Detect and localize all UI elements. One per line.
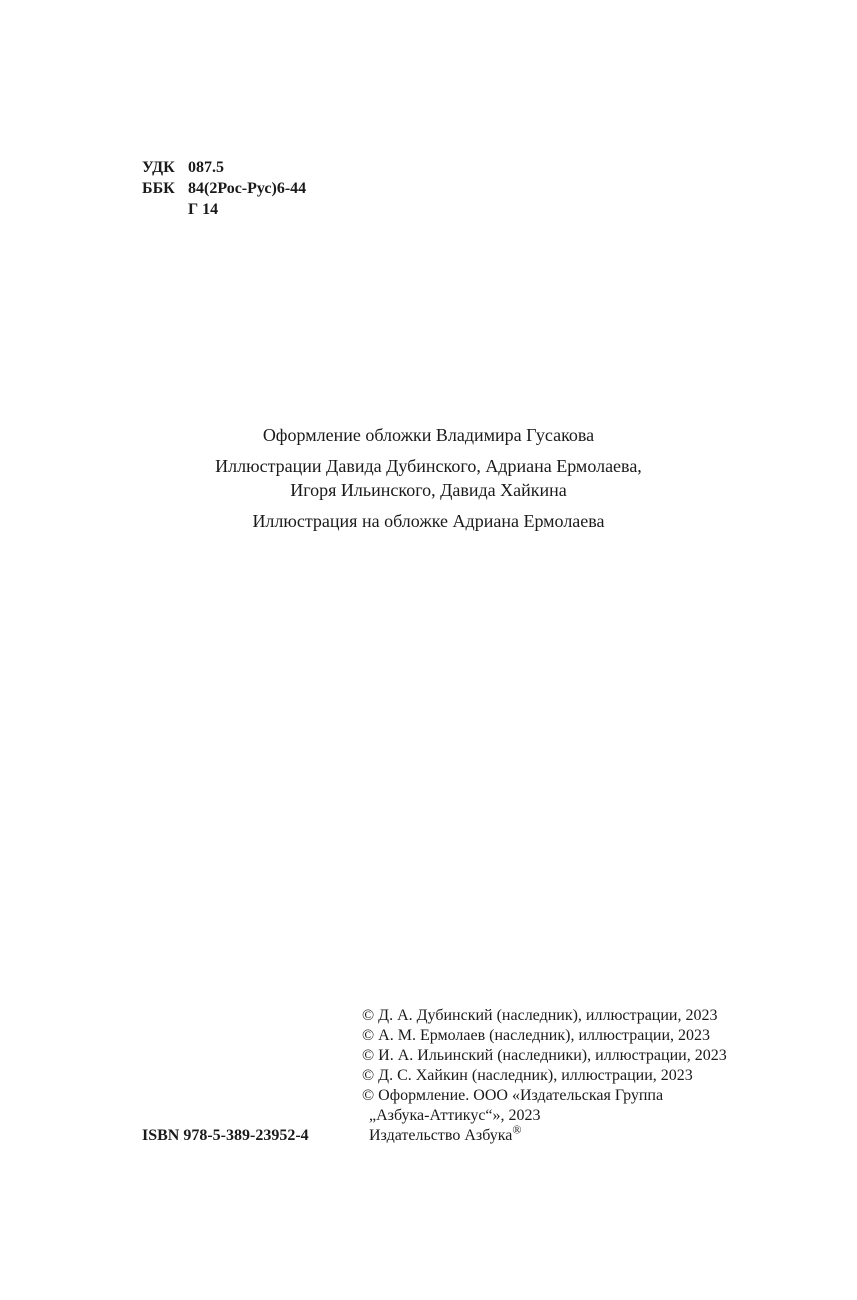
copyright-line: © Д. А. Дубинский (наследник), иллюстрации, 2023 <box>362 1007 718 1024</box>
copyright-line: © Д. С. Хайкин (наследник), иллюстрации, 2023 <box>362 1067 693 1084</box>
copyright-line: © И. А. Ильинский (наследники), иллюстрации, 2023 <box>362 1047 727 1064</box>
publisher-line <box>362 1122 727 1146</box>
cover-design-text: Оформление обложки Владимира Гусакова <box>262 425 595 445</box>
publisher-name: Издательство Азбука <box>369 1127 513 1144</box>
classification-block <box>142 157 306 220</box>
illustrations-line-2: Игоря Ильинского, Давида Хайкина <box>290 480 567 500</box>
copyrights-block <box>362 1006 727 1146</box>
cover-design-credit <box>0 423 857 447</box>
copyright-line: „Азбука-Аттикус“», 2023 <box>369 1107 541 1124</box>
copyright-line: © А. М. Ермолаев (наследник), иллюстрации, 2023 <box>362 1027 711 1044</box>
author-mark: Г 14 <box>188 201 219 218</box>
udk-row <box>142 157 306 178</box>
credits-block <box>0 423 857 540</box>
cover-illustration-credit <box>0 509 857 533</box>
udk-label: УДК <box>142 159 175 176</box>
udk-value: 087.5 <box>188 159 224 176</box>
illustrations-line-1: Иллюстрации Давида Дубинского, Адриана Ермолаева, <box>215 456 642 476</box>
copyright-line: © Оформление. ООО «Издательская Группа <box>362 1087 664 1104</box>
bbk-value: 84(2Рос-Рус)6-44 <box>188 180 307 197</box>
registered-mark-icon: ® <box>512 1122 522 1137</box>
cover-illustration-text: Иллюстрация на обложке Адриана Ермолаева <box>252 511 605 531</box>
isbn: ISBN 978-5-389-23952-4 <box>142 1127 309 1144</box>
illustrations-credit <box>0 454 857 502</box>
bbk-label: ББК <box>142 180 175 197</box>
bbk-row <box>142 178 306 199</box>
author-mark-row <box>142 199 306 220</box>
